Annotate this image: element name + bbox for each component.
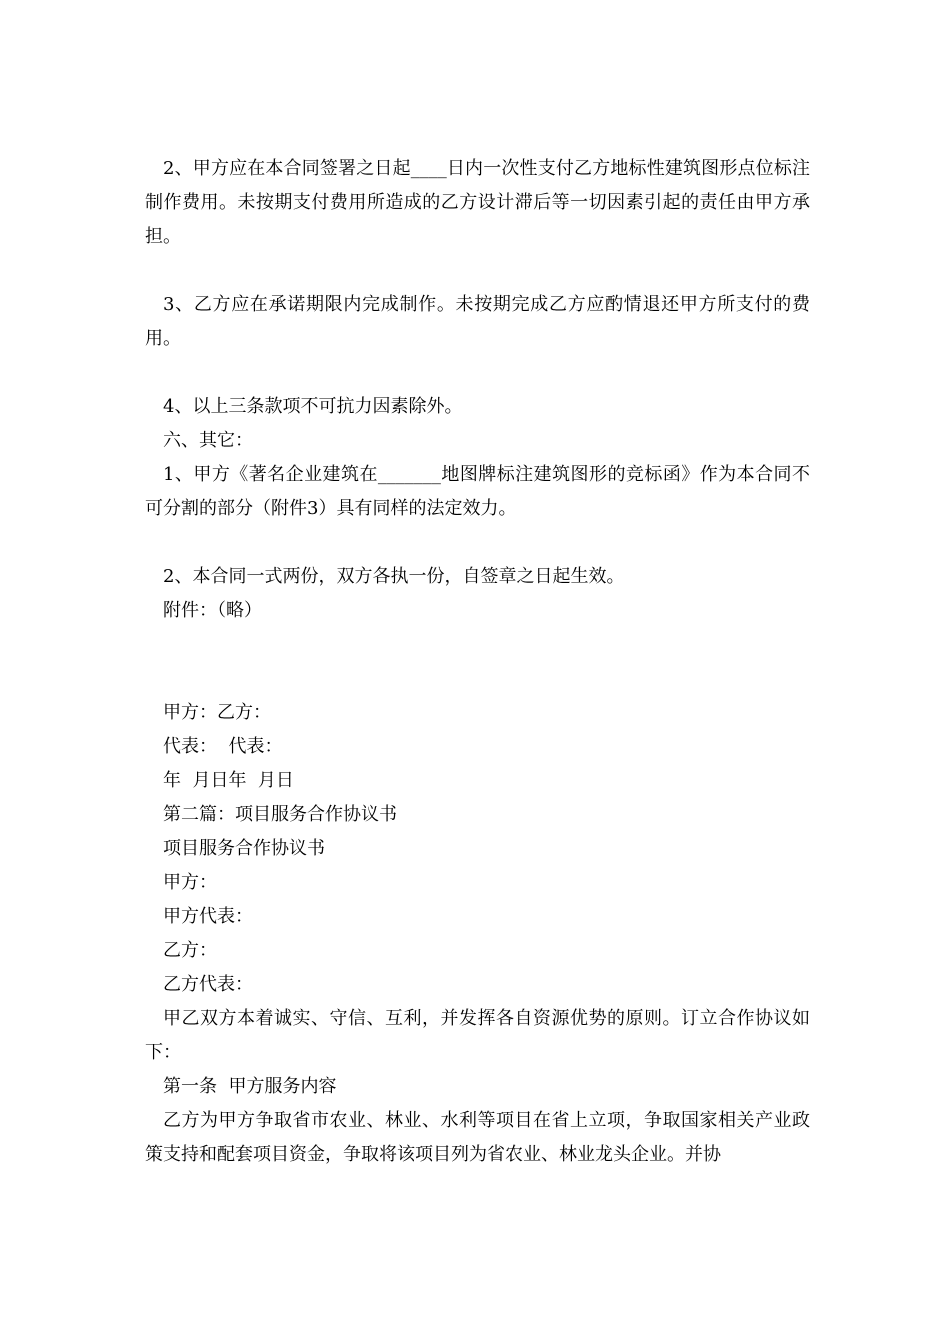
paragraph: 第一条 甲方服务内容 [163, 1076, 337, 1097]
paragraph: 甲乙双方本着诚实、守信、互利，并发挥各自资源优势的原则。订立合作协议如下： [145, 1008, 810, 1063]
paragraph-gap [145, 526, 810, 560]
document-body [145, 152, 810, 1172]
paragraph: 乙方代表： [163, 974, 253, 995]
paragraph: 4、以上三条款项不可抗力因素除外。 [163, 396, 463, 417]
paragraph: 2、甲方应在本合同签署之日起____日内一次性支付乙方地标性建筑图形点位标注制作费用。未按期支付费用所造成的乙方设计滞后等一切因素引起的责任由甲方承担。 [145, 158, 810, 247]
paragraph: 代表： 代表： [163, 736, 283, 757]
paragraph-gap [145, 254, 810, 288]
paragraph: 2、本合同一式两份，双方各执一份，自签章之日起生效。 [163, 566, 625, 587]
paragraph: 附件：（略） [163, 600, 262, 621]
paragraph: 项目服务合作协议书 [163, 838, 325, 859]
paragraph-gap [145, 662, 810, 696]
paragraph: 甲方代表： [163, 906, 253, 927]
paragraph-gap [145, 628, 810, 662]
paragraph: 乙方： [163, 940, 217, 961]
paragraph: 甲方： [163, 872, 217, 893]
paragraph: 3、乙方应在承诺期限内完成制作。未按期完成乙方应酌情退还甲方所支付的费用。 [145, 294, 810, 349]
paragraph: 六、其它： [163, 430, 253, 451]
paragraph: 1、甲方《著名企业建筑在_______地图牌标注建筑图形的竞标函》作为本合同不可分割的部分（附件3）具有同样的法定效力。 [145, 464, 810, 519]
paragraph: 甲方：乙方： [163, 702, 271, 723]
paragraph: 第二篇：项目服务合作协议书 [163, 804, 397, 825]
paragraph: 年 月日年 月日 [163, 770, 294, 791]
paragraph-gap [145, 356, 810, 390]
paragraph: 乙方为甲方争取省市农业、林业、水利等项目在省上立项，争取国家相关产业政策支持和配套项目资金，争取将该项目列为省农业、林业龙头企业。并协 [145, 1110, 810, 1165]
